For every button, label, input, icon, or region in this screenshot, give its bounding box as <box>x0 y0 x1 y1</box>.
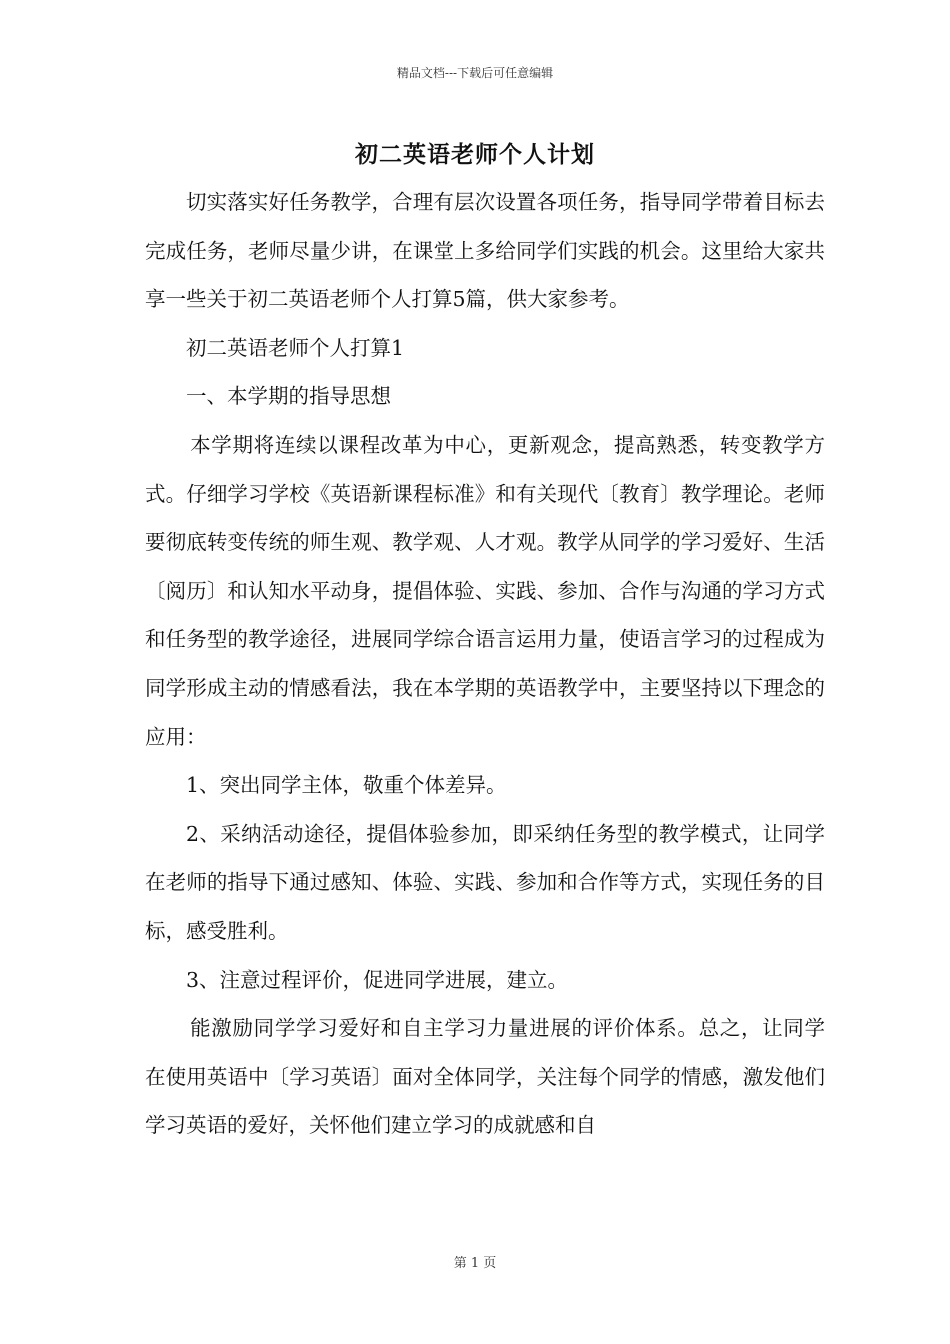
document-title: 初二英语老师个人计划 <box>355 141 595 168</box>
paragraph-item-3: 3、注意过程评价，促进同学进展，建立。 <box>186 967 569 992</box>
paragraph-intro: 切实落实好任务教学，合理有层次设置各项任务，指导同学带着目标去完成任务，老师尽量少讲，在课堂上多给同学们实践的机会。这里给大家共享一些关于初二英语老师个人打算5篇，供大家参考。 <box>145 190 825 312</box>
paragraph-item-1: 1、突出同学主体，敬重个体差异。 <box>186 773 507 798</box>
paragraph-section-heading: 一、本学期的指导思想 <box>186 384 391 409</box>
paragraph-item-2: 2、采纳活动途径，提倡体验参加，即采纳任务型的教学模式，让同学在老师的指导下通过感知、体验、实践、参加和合作等方式，实现任务的目标，感受胜利。 <box>145 821 825 943</box>
document-body <box>145 178 825 1150</box>
page-number: 第 1 页 <box>453 1256 497 1271</box>
paragraph-evaluation: 能激励同学学习爱好和自主学习力量进展的评价体系。总之，让同学在使用英语中〔学习英语〕面对全体同学，关注每个同学的情感，激发他们学习英语的爱好，关怀他们建立学习的成就感和自 <box>145 1016 825 1138</box>
paragraph-guiding-ideas: 本学期将连续以课程改革为中心，更新观念，提高熟悉，转变教学方式。仔细学习学校《英语新课程标准》和有关现代〔教育〕教学理论。老师要彻底转变传统的师生观、教学观、人才观。教学从同学的学习爱好、生活〔阅历〕和认知水平动身，提倡体验、实践、参加、合作与沟通的学习方式和任务型的教学途径，进展同学综合语言运用力量，使语言学习的过程成为同学形成主动的情感看法，我在本学期的英语教学中，主要坚持以下理念的应用： <box>145 432 825 749</box>
page-header: 精品文档---下载后可任意编辑 <box>396 66 554 80</box>
paragraph-plan-heading: 初二英语老师个人打算1 <box>186 335 405 360</box>
